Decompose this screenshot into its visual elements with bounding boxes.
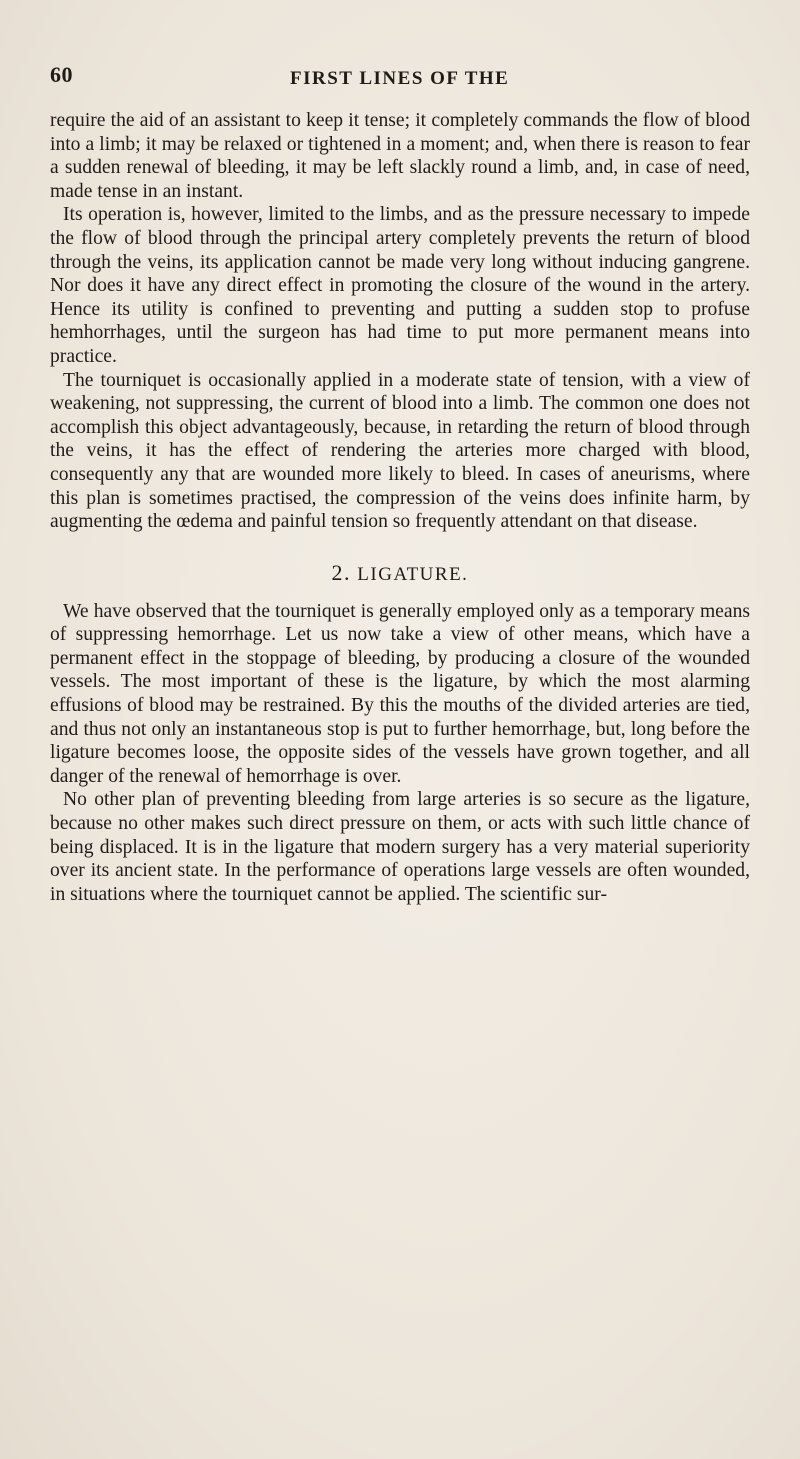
paragraph-2: Its operation is, however, limited to the limbs, and as the pressure necessary to impede the flow of blood through the principal artery completely prevents the return of blood through the veins, its application cannot be made very long without inducing gangrene. Nor does it have any direct effect in promoting the closure of the wound in the artery. Hence its utility is confined to preventing and putting a sudden stop to profuse hemhorrhages, until the surgeon has had time to put more permanent means into practice.	[50, 204, 750, 367]
page-number: 60	[50, 62, 73, 87]
paragraph-4: We have observed that the tourniquet is generally employed only as a temporary means of suppressing hemorrhage. Let us now take a view of other means, which have a permanent effect in the stoppage of bleeding, by producing a closure of the wounded vessels. The most important of these is the ligature, by which the most alarming effusions of blood may be restrained. By this the mouths of the divided arteries are tied, and thus not only an instantaneous stop is put to further hemorrhage, but, long before the ligature becomes loose, the opposite sides of the vessels have grown together, and all danger of the renewal of hemorrhage is over.	[50, 600, 750, 787]
body-text	[50, 109, 750, 906]
paragraph-5: No other plan of preventing bleeding from large arteries is so secure as the ligature, because no other makes such direct pressure on them, or acts with such little chance of being displaced. It is in the ligature that modern surgery has a very material superiority over its ancient state. In the performance of operations large vessels are often wounded, in situations where the tourniquet cannot be applied. The scientific sur-	[50, 789, 750, 905]
page-header	[50, 62, 750, 102]
paragraph-3: The tourniquet is occasionally applied in a moderate state of tension, with a view of weakening, not suppressing, the current of blood into a limb. The common one does not accomplish this object advantageously, because, in retarding the return of blood through the veins, it has the effect of rendering the arteries more charged with blood, consequently any that are wounded more likely to bleed. In cases of aneurisms, where this plan is sometimes practised, the compression of the veins does infinite harm, by augmenting the œdema and painful tension so frequently attendant on that disease.	[50, 369, 750, 533]
paragraph-1: require the aid of an assistant to keep it tense; it completely commands the flow of blood into a limb; it may be relaxed or tightened in a moment; and, when there is reason to fear a sudden renewal of bleeding, it may be left slackly round a limb, and, in case of need, made tense in an instant.	[50, 110, 750, 202]
section-title: LIGATURE.	[357, 563, 469, 585]
section-number: 2.	[331, 559, 352, 585]
running-head: FIRST LINES OF THE	[290, 68, 510, 89]
section-heading	[50, 561, 750, 587]
